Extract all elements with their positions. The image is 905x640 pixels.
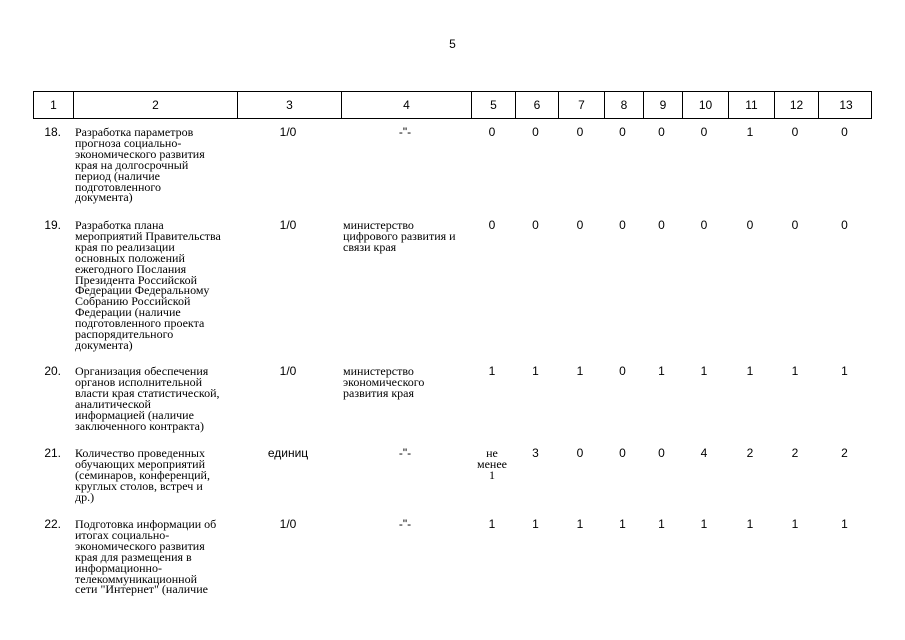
page-number: 5 — [449, 37, 456, 51]
header-cell-9: 9 — [643, 92, 682, 118]
value-col-11: 2 — [746, 446, 754, 460]
value-col-10: 4 — [700, 446, 708, 460]
value-col-13: 2 — [841, 446, 848, 460]
row-responsible: министерство цифрового развития и связи края — [343, 218, 456, 254]
value-col-9: 1 — [658, 364, 665, 378]
row-responsible: -"- — [398, 125, 412, 139]
row-responsible: -"- — [398, 446, 412, 460]
row-number: 19. — [44, 218, 61, 232]
value-col-13: 1 — [841, 517, 848, 531]
header-cell-12: 12 — [774, 92, 818, 118]
header-cell-6: 6 — [515, 92, 558, 118]
row-description: Организация обеспечения органов исполнительной власти края статистической, аналитической информацией (наличие заключенного контракта) — [75, 364, 220, 433]
row-number: 22. — [44, 517, 61, 531]
value-col-9: 0 — [658, 218, 665, 232]
value-col-10: 1 — [700, 364, 708, 378]
value-col-7: 1 — [576, 517, 584, 531]
row-number: 20. — [44, 364, 61, 378]
header-cell-13: 13 — [818, 92, 873, 118]
value-col-6: 0 — [532, 125, 539, 139]
value-col-7: 0 — [576, 125, 584, 139]
header-cell-2: 2 — [73, 92, 237, 118]
row-description: Количество проведенных обучающих мероприятий (семинаров, конференций, круглых столов, встреч и др.) — [75, 446, 210, 504]
value-col-7: 0 — [576, 218, 584, 232]
value-col-8: 0 — [619, 364, 626, 378]
row-description: Разработка плана мероприятий Правительства края по реализации основных положений ежегодного Послания Президента Российской Федерации Федеральному Собранию Российской Федерации (наличие подготовленного проекта распорядительного документа) — [75, 218, 221, 352]
value-col-8: 0 — [619, 446, 626, 460]
row-number: 21. — [44, 446, 61, 460]
header-cell-7: 7 — [558, 92, 604, 118]
value-col-8: 0 — [619, 125, 626, 139]
header-cell-11: 11 — [728, 92, 774, 118]
value-col-8: 1 — [619, 517, 626, 531]
value-col-9: 0 — [658, 446, 665, 460]
value-col-5: 1 — [488, 364, 496, 378]
row-unit: 1/0 — [279, 364, 297, 378]
header-cell-1: 1 — [50, 98, 57, 112]
row-unit: 1/0 — [279, 517, 297, 531]
row-unit: единиц — [267, 446, 309, 460]
row-responsible: -"- — [398, 517, 412, 531]
value-col-5: 0 — [488, 218, 496, 232]
row-description: Разработка параметров прогноза социально- экономического развития края на долгосрочный период (наличие подготовленного документа) — [75, 125, 205, 205]
row-description: Подготовка информации об итогах социально- экономического развития края для размещения в информационно- телекоммуникационной сети "Интернет" (наличие — [75, 517, 217, 597]
row-unit: 1/0 — [279, 125, 297, 139]
value-col-7: 0 — [576, 446, 584, 460]
value-col-12: 0 — [791, 125, 799, 139]
value-col-7: 1 — [576, 364, 584, 378]
value-col-5: 0 — [488, 125, 496, 139]
value-col-12: 2 — [791, 446, 799, 460]
value-col-13: 0 — [841, 125, 848, 139]
value-col-12: 1 — [791, 364, 799, 378]
value-col-10: 0 — [700, 125, 708, 139]
header-cell-8: 8 — [604, 92, 643, 118]
table-header — [33, 91, 872, 119]
value-col-12: 1 — [791, 517, 799, 531]
value-col-11: 1 — [746, 364, 754, 378]
row-responsible: министерство экономического развития края — [343, 364, 425, 400]
value-col-11: 1 — [746, 517, 754, 531]
value-col-13: 0 — [841, 218, 848, 232]
row-unit: 1/0 — [279, 218, 297, 232]
value-col-6: 1 — [532, 517, 539, 531]
value-col-11: 1 — [746, 125, 754, 139]
value-col-10: 1 — [700, 517, 708, 531]
value-col-8: 0 — [619, 218, 626, 232]
value-col-5: 1 — [488, 517, 496, 531]
value-col-12: 0 — [791, 218, 799, 232]
header-cell-3: 3 — [237, 92, 341, 118]
value-col-11: 0 — [746, 218, 754, 232]
value-col-5: не менее 1 — [477, 446, 507, 482]
header-cell-4: 4 — [341, 92, 471, 118]
value-col-6: 3 — [532, 446, 539, 460]
value-col-6: 1 — [532, 364, 539, 378]
value-col-9: 1 — [658, 517, 665, 531]
value-col-6: 0 — [532, 218, 539, 232]
header-cell-5: 5 — [471, 92, 515, 118]
value-col-9: 0 — [658, 125, 665, 139]
value-col-13: 1 — [841, 364, 848, 378]
value-col-10: 0 — [700, 218, 708, 232]
row-number: 18. — [44, 125, 61, 139]
header-cell-10: 10 — [682, 92, 728, 118]
